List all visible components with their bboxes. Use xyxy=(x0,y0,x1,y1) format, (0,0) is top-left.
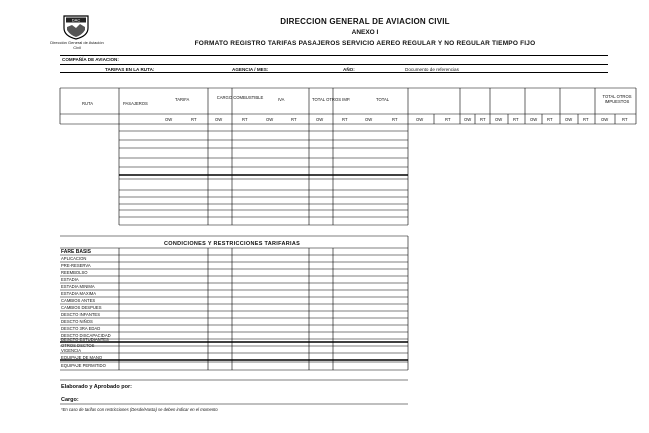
ano-label: AÑO: xyxy=(343,67,355,72)
condition-row: DESCTO DISCAPACIDAD xyxy=(61,333,111,338)
condition-row: APLICACION xyxy=(61,256,87,261)
condition-row: OTROS DSCTOS xyxy=(61,343,95,348)
col-total-otros: TOTAL OTROS IMP. xyxy=(312,97,351,102)
documento-label: Documento de referencias xyxy=(405,67,459,72)
logo-text: DAC xyxy=(71,17,81,23)
condition-row: VIGENCIA xyxy=(61,348,82,353)
agencia-label: AGENCIA / MES: xyxy=(232,67,269,72)
annex-label: ANEXO I xyxy=(351,29,379,36)
logo-caption: Dirección General de Aviación Civil xyxy=(50,40,104,50)
rt-label: RT xyxy=(392,117,398,122)
condition-row: EQUIPAJE DE MANO xyxy=(61,355,103,360)
condition-row: DESCTO ESTUDIANTES xyxy=(61,337,109,342)
condition-row: ESTADIA MAXIMA xyxy=(61,291,97,296)
ow-label: OW xyxy=(464,117,472,122)
rt-label: RT xyxy=(583,117,589,122)
condition-row: ESTADIA xyxy=(61,277,79,282)
condition-row: PRE-RESERVA xyxy=(61,263,91,268)
condition-row: EQUIPAJE PERMITIDO xyxy=(61,363,106,368)
ow-label: OW xyxy=(565,117,573,122)
footer-note: *En caso de tarifas con restricciones (Desde/Hasta) se deben indicar en el momento xyxy=(61,407,218,412)
col-tarifa: TARIFA xyxy=(175,97,190,102)
condition-row: DESCTO INFANTES xyxy=(61,312,101,317)
ow-label: OW xyxy=(365,117,373,122)
conditions-title: CONDICIONES Y RESTRICCIONES TARIFARIAS xyxy=(164,241,301,247)
ow-label: OW xyxy=(215,117,223,122)
rt-label: RT xyxy=(445,117,451,122)
company-label: COMPAÑÍA DE AVIACION: xyxy=(62,57,119,62)
col-total-otros-impuestos: TOTAL OTROS IMPUESTOS xyxy=(602,94,632,104)
condition-row: REEMBOLSO xyxy=(61,270,88,275)
ow-label: OW xyxy=(316,117,324,122)
rt-label: RT xyxy=(191,117,197,122)
ow-label: OW xyxy=(601,117,609,122)
page-subtitle: FORMATO REGISTRO TARIFAS PASAJEROS SERVICIO AEREO REGULAR Y NO REGULAR TIEMPO FIJO xyxy=(194,40,536,47)
condition-row: FARE BASIS xyxy=(61,249,92,255)
ow-label: OW xyxy=(530,117,538,122)
rt-label: RT xyxy=(547,117,553,122)
tarifas-ruta-label: TARIFAS EN LA RUTA: xyxy=(105,67,155,72)
condition-row: CAMBIOS DESPUES xyxy=(61,305,102,310)
page-title: DIRECCION GENERAL DE AVIACION CIVIL xyxy=(280,17,450,26)
condition-row: DESCTO 3RA EDAD xyxy=(61,326,101,331)
col-total: TOTAL xyxy=(376,97,390,102)
rt-label: RT xyxy=(242,117,248,122)
col-iva: IVA xyxy=(278,97,285,102)
cargo-label: Cargo: xyxy=(61,397,79,403)
ow-label: OW xyxy=(266,117,274,122)
condition-row: DESCTO NIÑOS xyxy=(61,319,93,324)
rt-label: RT xyxy=(291,117,297,122)
ow-label: OW xyxy=(416,117,424,122)
ow-label: OW xyxy=(495,117,503,122)
ow-label: OW xyxy=(165,117,173,122)
elaborado-label: Elaborado y Aprobado por: xyxy=(61,384,132,390)
rt-label: RT xyxy=(342,117,348,122)
col-cargo: CARGO COMBUSTIBLE xyxy=(216,95,264,100)
rt-label: RT xyxy=(513,117,519,122)
condition-row: ESTADIA MINIMA xyxy=(61,284,95,289)
rt-label: RT xyxy=(622,117,628,122)
col-ruta: RUTA xyxy=(82,101,94,106)
rt-label: RT xyxy=(480,117,486,122)
col-pasajeros: PASAJEROS xyxy=(123,101,148,106)
condition-row: CAMBIOS ANTES xyxy=(61,298,96,303)
